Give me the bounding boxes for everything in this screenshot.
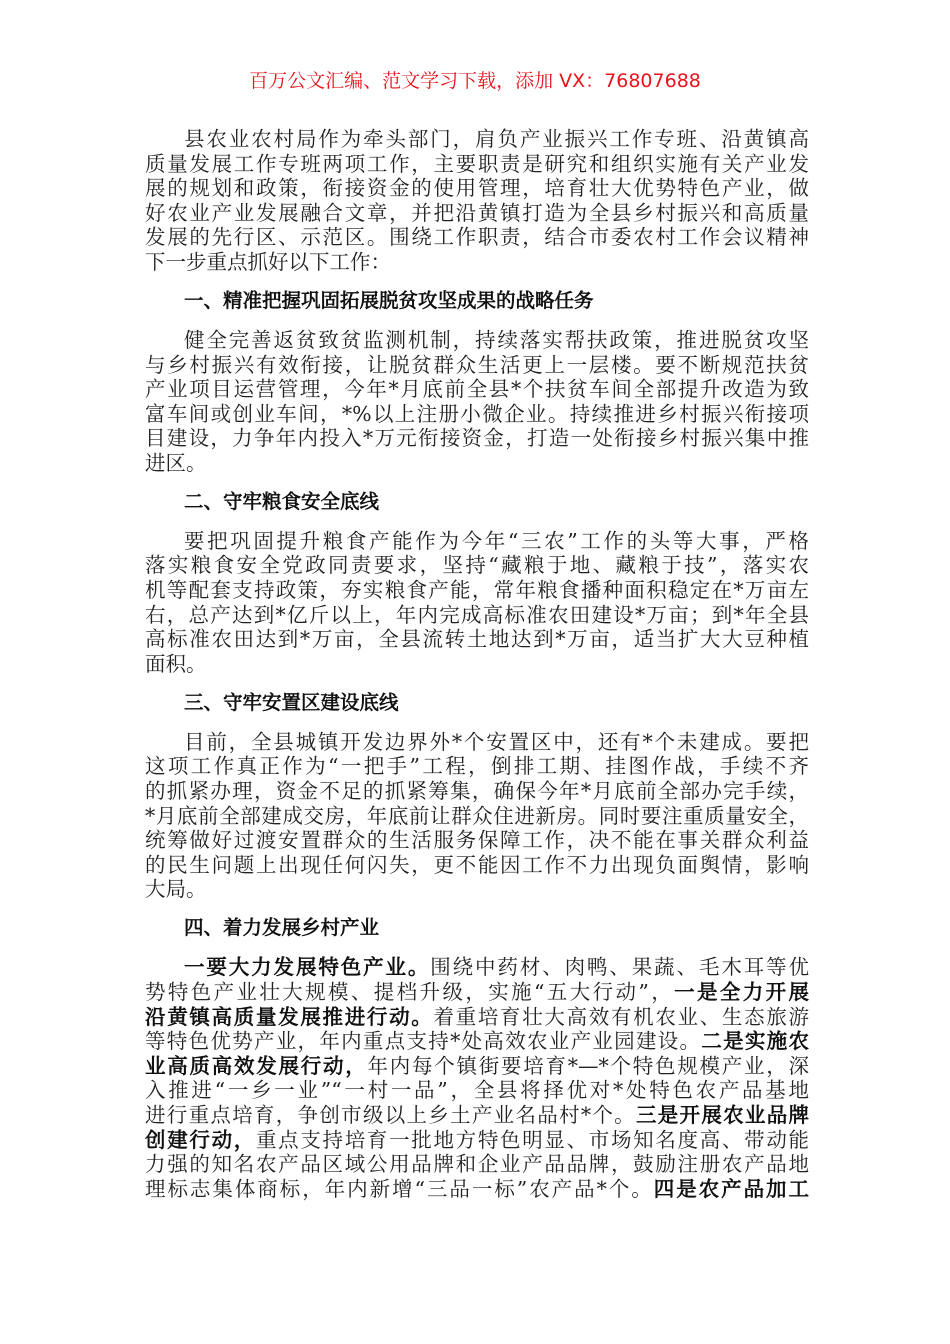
- text-line: *月底前全部建成交房，年底前让群众住进新房。同时要注重质量安全，: [145, 803, 809, 828]
- text-segment: 理标志集体商标，年内新增“三品一标”农产品*个。: [145, 1176, 654, 1201]
- text-line: [145, 955, 809, 980]
- paragraph: [145, 529, 809, 677]
- text-line: 产业项目运营管理，今年*月底前全县*个扶贫车间全部提升改造为致: [145, 377, 809, 402]
- text-line: 进区。: [145, 450, 207, 475]
- section-heading: 四、着力发展乡村产业: [184, 916, 380, 940]
- text-line: 这项工作真正作为“一把手”工程，倒排工期、挂图作战，手续不齐: [145, 754, 809, 779]
- section-heading: 一、精准把握巩固拓展脱贫攻坚成果的战略任务: [184, 288, 594, 312]
- text-line: 面积。: [145, 651, 207, 676]
- bold-phrase: 二是实施农: [701, 1029, 810, 1054]
- text-line: 好农业产业发展融合文章，并把沿黄镇打造为全县乡村振兴和高质量: [145, 200, 809, 225]
- section-heading: 二、守牢粮食安全底线: [184, 489, 380, 513]
- text-line: 的抓紧办理，资金不足的抓紧筹集，确保今年*月底前全部办完手续，: [145, 779, 809, 803]
- text-segment: 力强的知名农产品区域公用品牌和企业产品品牌，鼓励注册农产品地: [145, 1152, 809, 1177]
- text-line: [145, 1128, 809, 1153]
- bold-phrase: 四是农产品加工: [653, 1176, 809, 1201]
- text-segment: 势特色产业壮大规模、提档升级，实施“五大行动”，: [145, 979, 675, 1004]
- text-line: [145, 980, 809, 1005]
- text-segment: 年内每个镇街要培育*—*个特色规模产业，深: [367, 1053, 809, 1078]
- text-segment: 着重培育壮大高效有机农业、生态旅游: [433, 1004, 810, 1029]
- text-segment: 等特色优势产业，年内重点支持*处高效农业产业园建设。: [145, 1029, 702, 1054]
- text-line: 发展的先行区、示范区。围绕工作职责，结合市委农村工作会议精神: [145, 225, 809, 250]
- text-line: 要把巩固提升粮食产能作为今年“三农”工作的头等大事，严格: [184, 528, 809, 553]
- text-line: 目前，全县城镇开发边界外*个安置区中，还有*个未建成。要把: [184, 729, 809, 754]
- bold-phrase: 三是开展农业品牌: [635, 1102, 810, 1127]
- text-line: [145, 1177, 809, 1202]
- watermark-banner: 百万公文汇编、范文学习下载，添加 VX：76807688: [249, 70, 701, 92]
- text-line: 右，总产达到*亿斤以上，年内完成高标准农田建设*万亩；到*年全县: [145, 602, 809, 627]
- text-line: [145, 1054, 809, 1079]
- bold-phrase: 创建行动，: [145, 1127, 256, 1152]
- text-line: 富车间或创业车间，*%以上注册小微企业。持续推进乡村振兴衔接项: [145, 401, 809, 426]
- bold-phrase: 沿黄镇高质量发展推进行动。: [145, 1004, 434, 1029]
- text-line: 的民生问题上出现任何闪失，更不能因工作不力出现负面舆情，影响: [145, 852, 809, 877]
- text-line: [145, 1029, 809, 1054]
- bold-phrase: 业高质高效发展行动，: [145, 1053, 368, 1078]
- text-line: 机等配套支持政策，夯实粮食产能，常年粮食播种面积稳定在*万亩左: [145, 578, 809, 603]
- text-line: 落实粮食安全党政同责要求，坚持“藏粮于地、藏粮于技”，落实农: [145, 553, 809, 578]
- text-segment: 围绕中药材、肉鸭、果蔬、毛木耳等优: [430, 955, 810, 980]
- section-heading: 三、守牢安置区建设底线: [184, 690, 399, 714]
- text-line: 县农业农村局作为牵头部门，肩负产业振兴工作专班、沿黄镇高: [184, 127, 809, 151]
- text-line: [145, 1103, 809, 1128]
- paragraph: [145, 328, 809, 476]
- text-line: [145, 1005, 809, 1030]
- paragraph: [145, 730, 809, 902]
- text-line: [145, 1078, 809, 1103]
- text-segment: 入推进“一乡一业”“一村一品”，全县将择优对*处特色农产品基地: [145, 1078, 809, 1103]
- text-line: [145, 1152, 809, 1177]
- text-line: 下一步重点抓好以下工作：: [145, 249, 391, 274]
- text-line: 大局。: [145, 877, 207, 902]
- paragraph: [145, 127, 809, 275]
- text-line: 统筹做好过渡安置群众的生活服务保障工作，决不能在事关群众利益: [145, 828, 809, 853]
- text-line: 与乡村振兴有效衔接，让脱贫群众生活更上一层楼。要不断规范扶贫: [145, 352, 809, 377]
- text-segment: 重点支持培育一批地方特色明显、市场知名度高、带动能: [255, 1127, 810, 1152]
- text-segment: 进行重点培育，争创市级以上乡土产业名品村*个。: [145, 1102, 636, 1127]
- bold-phrase: 一是全力开展: [674, 979, 809, 1004]
- text-line: 高标准农田达到*万亩，全县流转土地达到*万亩，适当扩大大豆种植: [145, 627, 809, 652]
- text-line: 健全完善返贫致贫监测机制，持续落实帮扶政策，推进脱贫攻坚: [184, 327, 809, 352]
- paragraph: [145, 955, 809, 1201]
- text-line: 质量发展工作专班两项工作，主要职责是研究和组织实施有关产业发: [145, 151, 809, 176]
- bold-phrase: 一要大力发展特色产业。: [184, 955, 431, 980]
- text-line: 展的规划和政策，衔接资金的使用管理，培育壮大优势特色产业，做: [145, 176, 809, 201]
- text-line: 目建设，力争年内投入*万元衔接资金，打造一处衔接乡村振兴集中推: [145, 426, 809, 451]
- document-body: [145, 127, 809, 1201]
